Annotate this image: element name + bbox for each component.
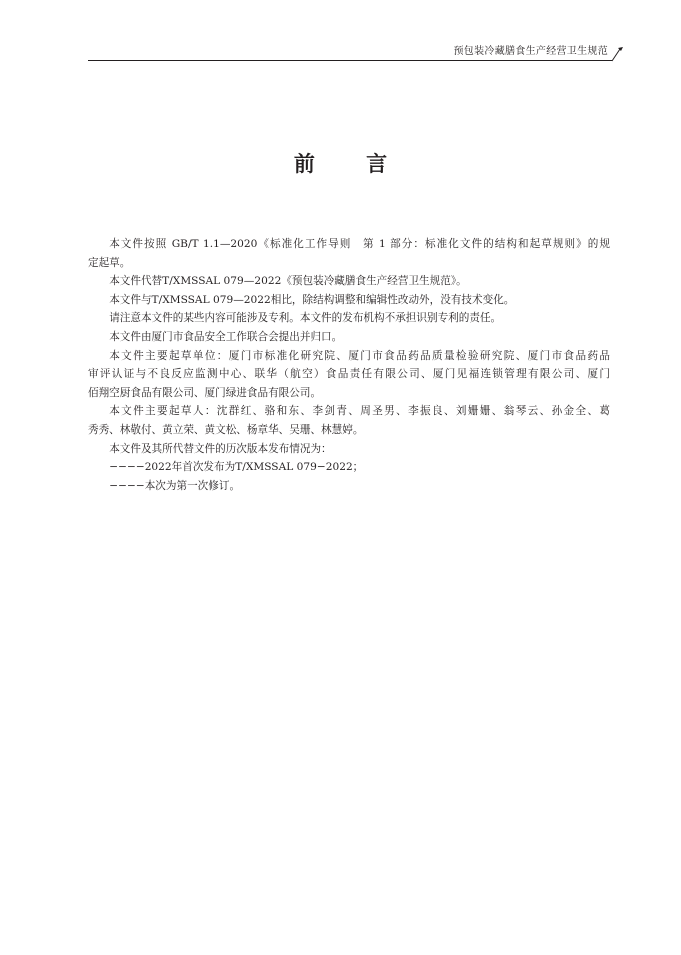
paragraph-line: 本文件主要起草单位：厦门市标准化研究院、厦门市食品药品质量检验研究院、厦门市食品药品 — [109, 349, 610, 362]
paragraph-line: 审评认证与不良反应监测中心、联华（航空）食品责任有限公司、厦门见福连锁管理有限公司、厦门 — [88, 368, 610, 381]
paragraph-drafters — [88, 402, 610, 439]
header-slash-decoration — [88, 38, 628, 64]
paragraph-proposer: 本文件由厦门市食品安全工作联合会提出并归口。 — [109, 330, 343, 343]
paragraph-history-intro: 本文件及其所代替文件的历次版本发布情况为： — [109, 442, 332, 455]
paragraph-replacement: 本文件代替T/XMSSAL 079—2022《预包装冷藏膳食生产经营卫生规范》。 — [109, 275, 467, 288]
paragraph-patent-notice: 请注意本文件的某些内容可能涉及专利。本文件的发布机构不承担识别专利的责任。 — [109, 312, 502, 325]
paragraph-drafting-units — [88, 347, 610, 403]
paragraph-changes: 本文件与T/XMSSAL 079—2022相比，除结构调整和编辑性改动外，没有技术变化。 — [109, 293, 515, 306]
paragraph-line: 本文件按照 GB/T 1.1—2020《标准化工作导则 第 1 部分：标准化文件的结构和起草规则》的规 — [109, 238, 610, 250]
running-header — [88, 38, 628, 64]
paragraph-line: 本文件主要起草人：沈群红、骆和东、李剑青、周圣男、李振良、刘姗姗、翁琴云、孙金全、葛 — [109, 405, 610, 418]
document-body — [88, 235, 610, 495]
paragraph-line: 定起草。 — [88, 256, 131, 269]
running-header-title: 预包装冷藏膳食生产经营卫生规范 — [453, 46, 608, 57]
paragraph-drafting-rules — [88, 235, 610, 272]
paragraph-history-item-first: −−−−2022年首次发布为T/XMSSAL 079−2022； — [109, 461, 364, 474]
paragraph-line: 秀秀、林敬付、黄立荣、黄文松、杨章华、吴珊、林慧婷。 — [88, 423, 364, 436]
paragraph-line: 佰翔空厨食品有限公司、厦门绿进食品有限公司。 — [88, 386, 322, 399]
paragraph-history-item-revision: −−−−本次为第一次修订。 — [109, 479, 241, 492]
page-title: 前 言 — [293, 152, 410, 176]
